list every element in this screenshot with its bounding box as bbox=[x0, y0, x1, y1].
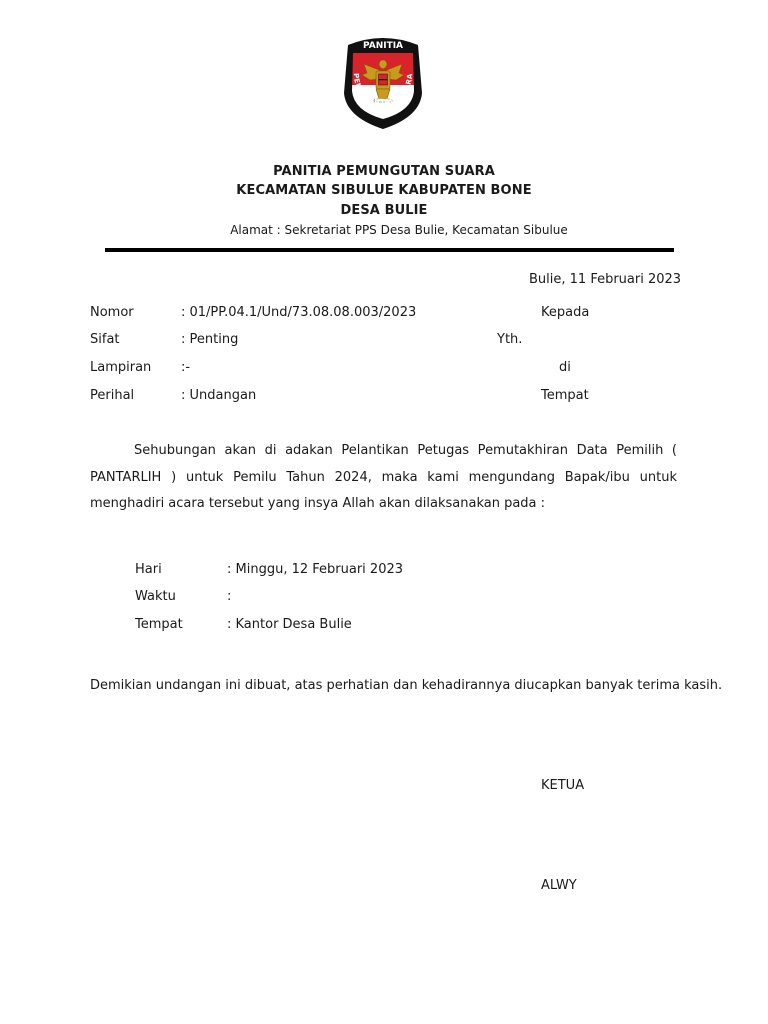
meta-value-sifat: : Penting bbox=[181, 332, 239, 347]
meta-label-sifat: Sifat bbox=[90, 332, 120, 347]
header-address: Alamat : Sekretariat PPS Desa Bulie, Kecamatan Sibulue bbox=[230, 223, 568, 237]
recipient-di: di bbox=[559, 360, 571, 375]
body-paragraph-text: Sehubungan akan di adakan Pelantikan Petugas Pemutakhiran Data Pemilih ( PANTARLIH ) untuk Pemilu Tahun 2024, maka kami mengundang Bapak/ibu untuk menghadiri acara tersebut yang insya Allah akan dilaksanakan pada : bbox=[90, 443, 677, 511]
meta-value-nomor: : 01/PP.04.1/Und/73.08.08.003/2023 bbox=[181, 305, 417, 320]
header-line-2: KECAMATAN SIBULUE KABUPATEN BONE bbox=[236, 183, 532, 198]
meta-value-lampiran: :- bbox=[181, 360, 191, 375]
meta-label-nomor: Nomor bbox=[90, 305, 134, 320]
signature-name: ALWY bbox=[541, 878, 577, 893]
logo-top-text: PANITIA bbox=[362, 41, 404, 51]
detail-label-waktu: Waktu bbox=[135, 589, 176, 604]
detail-label-hari: Hari bbox=[135, 562, 162, 577]
recipient-kepada: Kepada bbox=[541, 305, 590, 320]
header-line-1: PANITIA PEMUNGUTAN SUARA bbox=[273, 164, 495, 179]
header-divider bbox=[105, 248, 674, 252]
header-line-3: DESA BULIE bbox=[340, 203, 428, 218]
kpu-logo bbox=[340, 33, 426, 131]
detail-value-hari: : Minggu, 12 Februari 2023 bbox=[227, 562, 404, 577]
closing-text: Demikian undangan ini dibuat, atas perhatian dan kehadirannya diucapkan banyak terima kasih. bbox=[90, 678, 723, 693]
meta-value-perihal: : Undangan bbox=[181, 388, 257, 403]
letter-date: Bulie, 11 Februari 2023 bbox=[529, 272, 682, 287]
meta-label-perihal: Perihal bbox=[90, 388, 135, 403]
logo-ring-text: PEMUNGUTAN SUARA bbox=[351, 73, 415, 107]
detail-label-tempat: Tempat bbox=[135, 617, 183, 632]
meta-label-lampiran: Lampiran bbox=[90, 360, 152, 375]
recipient-tempat: Tempat bbox=[541, 388, 589, 403]
detail-value-tempat: : Kantor Desa Bulie bbox=[227, 617, 352, 632]
signature-title: KETUA bbox=[541, 778, 585, 793]
recipient-yth: Yth. bbox=[497, 332, 523, 347]
detail-value-waktu: : bbox=[227, 589, 232, 604]
body-paragraph bbox=[90, 438, 677, 518]
